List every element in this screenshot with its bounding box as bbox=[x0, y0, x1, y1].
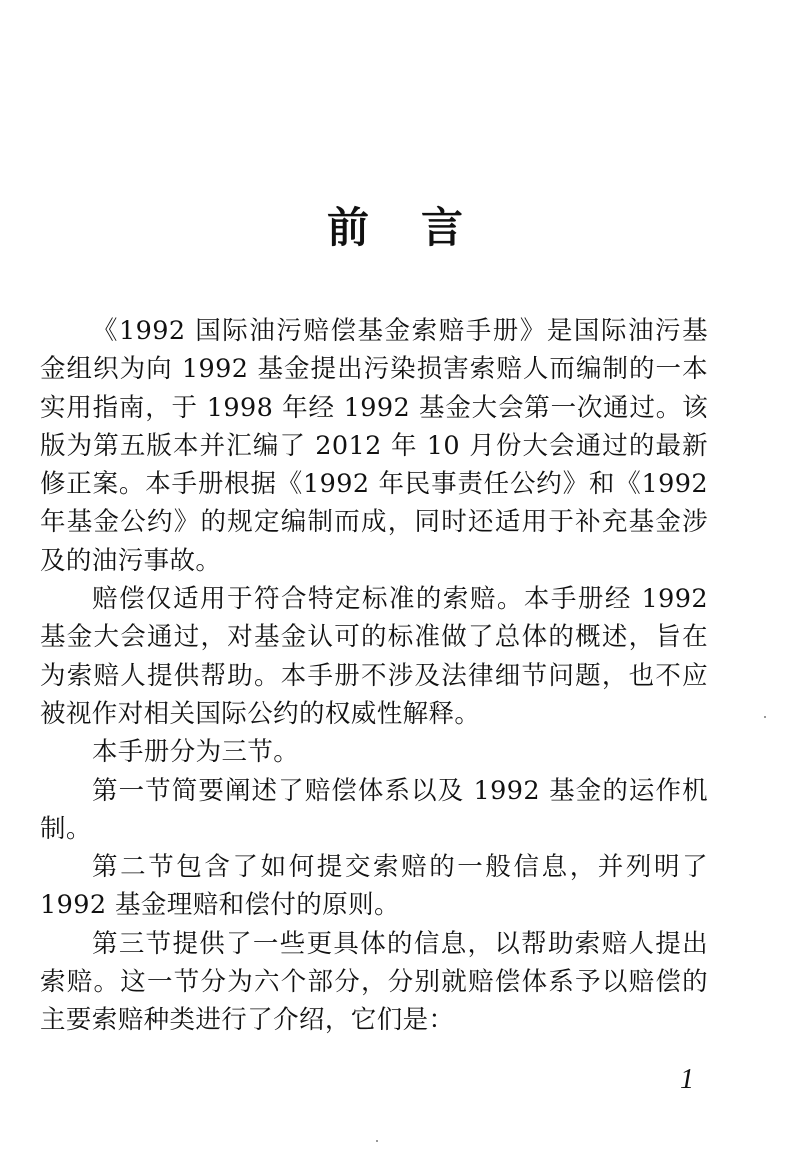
paragraph-6: 第三节提供了一些更具体的信息，以帮助索赔人提出索赔。这一节分为六个部分，分别就赔偿体系予以赔偿的主要索赔种类进行了介绍，它们是： bbox=[40, 928, 708, 1036]
paragraph-5: 第二节包含了如何提交索赔的一般信息，并列明了 1992 基金理赔和偿付的原则。 bbox=[40, 852, 708, 921]
page-number: 1 bbox=[680, 1064, 694, 1095]
paragraph-2: 赔偿仅适用于符合特定标准的索赔。本手册经 1992 基金大会通过，对基金认可的标准做了总体的概述，旨在为索赔人提供帮助。本手册不涉及法律细节问题，也不应被视作对相关国际公约的权威性解释。 bbox=[40, 584, 708, 729]
page-title: 前言 bbox=[326, 203, 515, 252]
paragraph-4: 第一节简要阐述了赔偿体系以及 1992 基金的运作机制。 bbox=[40, 775, 708, 844]
paragraph-3: 本手册分为三节。 bbox=[92, 737, 300, 768]
scan-speck bbox=[376, 1140, 378, 1142]
paragraph-1: 《1992 国际油污赔偿基金索赔手册》是国际油污基金组织为向 1992 基金提出污染损害索赔人而编制的一本实用指南，于 1998 年经 1992 基金大会第一次通过。该版为第五版本并汇编了 2012 年 10 月份大会通过的最新修正案。本手册根据《1992 年民事责任公约》和《1992 年基金公约》的规定编制而成，同时还适用于补充基金涉及的油污事故。 bbox=[40, 316, 708, 576]
scan-speck bbox=[764, 716, 766, 718]
body-text bbox=[40, 312, 708, 1040]
